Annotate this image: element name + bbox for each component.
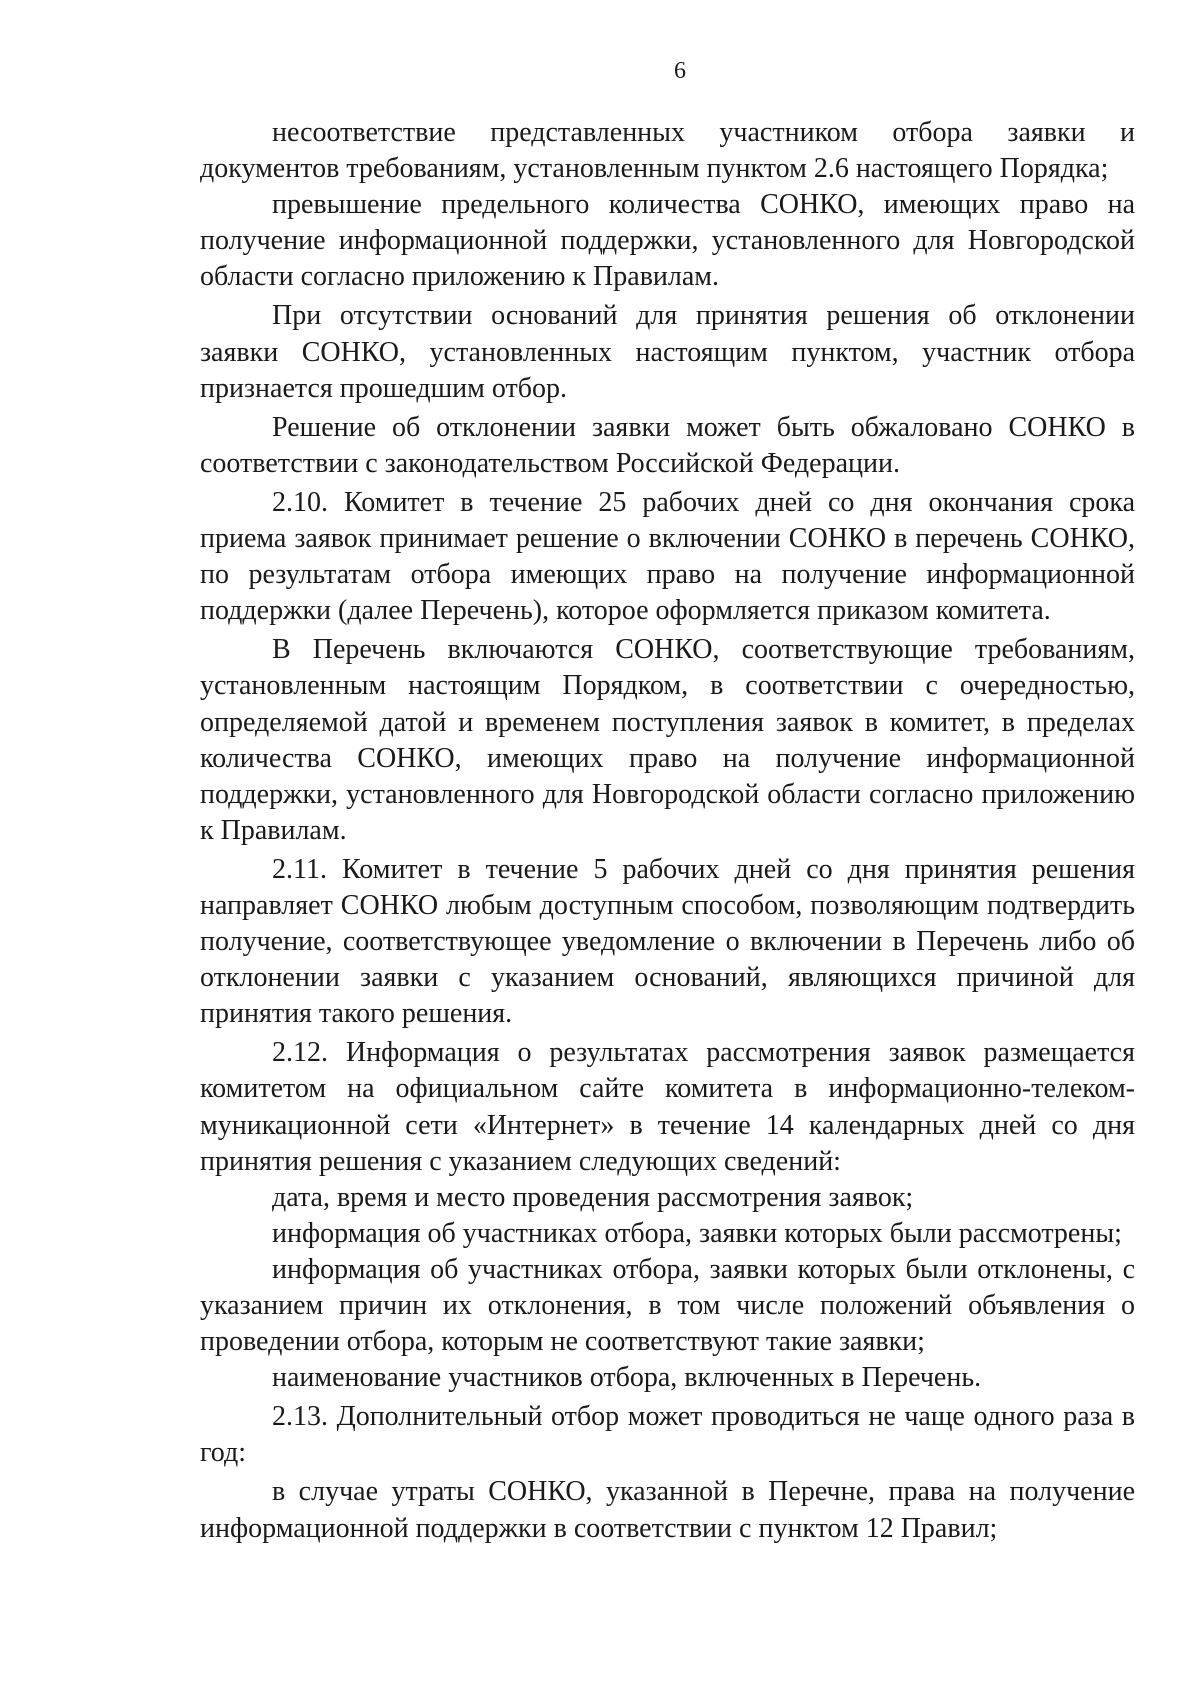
paragraph: 2.11. Комитет в течение 5 рабочих дней со дня принятия решения направляет СОНКО любым доступным способом, позволяющим подтвердить получение, соответствующее уведомление о включении в Перечень либо об отклонении заявки с указанием оснований, являющихся причиной для принятия такого решения. — [200, 853, 1135, 1030]
paragraph: В Перечень включаются СОНКО, соответствующие требованиям, установленным настоящим Порядком, в соответствии с очередностью, определяемой датой и временем поступления заявок в комитет, в пределах количества СОНКО, имеющих право на получение информационной поддержки, установленного для Новгородской области согласно приложению к Правилам. — [200, 634, 1135, 846]
paragraph: 2.10. Комитет в течение 25 рабочих дней со дня окончания срока приема заявок принимает решение о включении СОНКО в перечень СОНКО, по результатам отбора имеющих право на получение информационной поддержки (далее Перечень), которое оформляется приказом комитета. — [200, 486, 1135, 627]
paragraph: При отсутствии оснований для принятия решения об отклонении заявки СОНКО, установленных настоящим пунктом, участник отбора признается прошедшим отбор. — [200, 300, 1135, 404]
paragraph: наименование участников отбора, включенных в Перечень. — [272, 1362, 982, 1394]
document-body — [200, 115, 1135, 1547]
paragraph: несоответствие представленных участником отбора заявки и документов требованиям, установленным пунктом 2.6 настоящего Порядка; — [200, 117, 1135, 185]
paragraph: дата, время и место проведения рассмотрения заявок; — [272, 1181, 914, 1213]
paragraph: превышение предельного количества СОНКО, имеющих право на получение информационной поддержки, установленного для Новгородской области согласно приложению к Правилам. — [200, 189, 1135, 293]
page-number: 6 — [674, 58, 686, 84]
paragraph: 2.13. Дополнительный отбор может проводиться не чаще одного раза в год: — [200, 1401, 1135, 1469]
paragraph: информация об участниках отбора, заявки которых были отклонены, с указанием причин их отклонения, в том числе положений объявления о проведении отбора, которым не соответствуют такие заявки; — [200, 1253, 1135, 1358]
paragraph: 2.12. Информация о результатах рассмотрения заявок размещается комитетом на официальном сайте комитета в информационно-телекоммуникационной сети «Интернет» в течение 14 календарных дней со дня принятия решения с указанием следующих сведений: — [200, 1037, 1135, 1177]
paragraph: Решение об отклонении заявки может быть обжаловано СОНКО в соответствии с законодательством Российской Федерации. — [200, 411, 1135, 479]
paragraph: в случае утраты СОНКО, указанной в Перечне, права на получение информационной поддержки в соответствии с пунктом 12 Правил; — [200, 1476, 1135, 1544]
paragraph: информация об участниках отбора, заявки которых были рассмотрены; — [272, 1217, 1122, 1249]
